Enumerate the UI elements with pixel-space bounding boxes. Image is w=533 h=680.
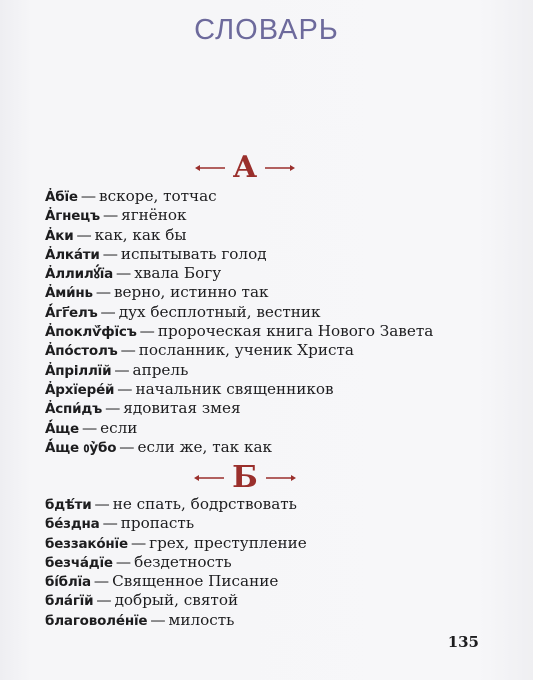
entry-definition: грех, преступление <box>149 533 307 552</box>
entry-term: А҆ми́нь <box>45 285 93 302</box>
list-item: бла́гїй — добрый, святой <box>45 591 239 610</box>
entry-definition: хвала Богу <box>134 264 222 283</box>
entry-definition: апрель <box>132 360 189 379</box>
entry-definition: вскоре, тотчас <box>99 187 217 205</box>
list-item: бе́здна — пропасть <box>45 514 195 533</box>
ornament-right-icon <box>263 163 295 173</box>
entry-term: безча́дїе <box>45 554 113 571</box>
list-item: А҆ми́нь — верно, истинно так <box>45 283 269 302</box>
section-heading-b <box>190 460 300 496</box>
entry-definition: не спать, бодрствовать <box>112 495 297 513</box>
page-title: СЛОВАРЬ <box>194 14 339 46</box>
list-item: А҆спи́дъ — ядовитая змея <box>45 399 241 418</box>
page-number: 135 <box>447 633 479 651</box>
entry-definition: дух бесплотный, вестник <box>118 302 321 321</box>
entry-definition: Священное Писание <box>112 572 279 591</box>
entry-term: А҆гнецъ <box>45 208 100 225</box>
entry-definition: как, как бы <box>94 225 187 244</box>
entry-definition: начальник священников <box>135 379 334 398</box>
entry-definition: пророческая книга Нового Завета <box>157 322 434 341</box>
entry-term: А҆спи́дъ <box>45 401 103 418</box>
entry-definition: посланник, ученик Христа <box>138 341 354 360</box>
entry-term: бе́здна <box>45 516 100 533</box>
section-heading-a <box>190 150 300 186</box>
entry-definition: испытывать голод <box>120 244 267 263</box>
entry-definition: бездетность <box>134 552 232 571</box>
list-item: А҆бїе — вскоре, тотчас <box>45 187 217 205</box>
entry-definition: если <box>100 418 138 437</box>
entry-definition: добрый, святой <box>114 591 239 610</box>
entry-definition: верно, истинно так <box>114 283 269 302</box>
entry-term: А҆ллилꙋ́їа <box>45 266 114 283</box>
list-item: А҆рхїере́й — начальник священников <box>45 379 334 398</box>
list-item: А҆ки — как, как бы <box>45 225 187 244</box>
entry-term: А҆́гг҃елъ <box>45 304 98 321</box>
list-item: А҆ллилꙋ́їа — хвала Богу <box>45 264 222 283</box>
entry-definition: милость <box>168 610 235 629</box>
entry-term: А҆лка́ти <box>45 246 100 263</box>
ornament-left-icon <box>195 163 227 173</box>
entry-term: А҆́ще <box>45 420 79 437</box>
entry-term: А҆поклѷ́фїсъ <box>45 324 137 341</box>
list-item: А҆гнецъ — ягнёнок <box>45 206 187 225</box>
entry-definition: ягнёнок <box>121 206 187 225</box>
list-item: А҆́гг҃елъ — дух бесплотный, вестник <box>45 302 321 321</box>
list-item: А҆поклѷ́фїсъ — пророческая книга Нового Завета <box>45 322 434 341</box>
entry-term: А҆пріллїй <box>45 362 112 379</box>
ornament-right-icon <box>264 473 296 483</box>
entries-list-b <box>45 495 495 630</box>
list-item: благоволе́нїе — милость <box>45 610 235 629</box>
list-item: беззако́нїе — грех, преступление <box>45 533 307 552</box>
list-item: А҆́ще ᲂу҆̀бо — если же, так как <box>45 437 273 456</box>
section-letter: А <box>232 150 258 185</box>
list-item: бі́блїа — Священное Писание <box>45 572 279 591</box>
ornament-left-icon <box>194 473 226 483</box>
entry-definition: ядовитая змея <box>123 399 241 418</box>
list-item: А҆лка́ти — испытывать голод <box>45 244 267 263</box>
list-item: А҆по́столъ — посланник, ученик Христа <box>45 341 354 360</box>
list-item: бдѣ́ти — не спать, бодрствовать <box>45 495 297 513</box>
section-letter: Б <box>232 460 258 495</box>
entry-term: благоволе́нїе <box>45 612 148 629</box>
entry-term: беззако́нїе <box>45 535 128 552</box>
entry-term: А҆бїе <box>45 189 78 205</box>
entry-term: А҆́ще ᲂу҆̀бо <box>45 439 117 456</box>
entries-list-a <box>45 187 495 457</box>
entry-term: бдѣ́ти <box>45 497 92 513</box>
entry-term: А҆ки <box>45 227 74 244</box>
entry-term: А҆рхїере́й <box>45 381 115 398</box>
entry-term: бла́гїй <box>45 593 94 610</box>
list-item: А҆пріллїй — апрель <box>45 360 189 379</box>
entry-term: А҆по́столъ <box>45 343 118 360</box>
list-item: А҆́ще — если <box>45 418 138 437</box>
entry-definition: если же, так как <box>137 437 273 456</box>
list-item: безча́дїе — бездетность <box>45 552 232 571</box>
entry-definition: пропасть <box>120 514 195 533</box>
entry-term: бі́блїа <box>45 574 91 591</box>
